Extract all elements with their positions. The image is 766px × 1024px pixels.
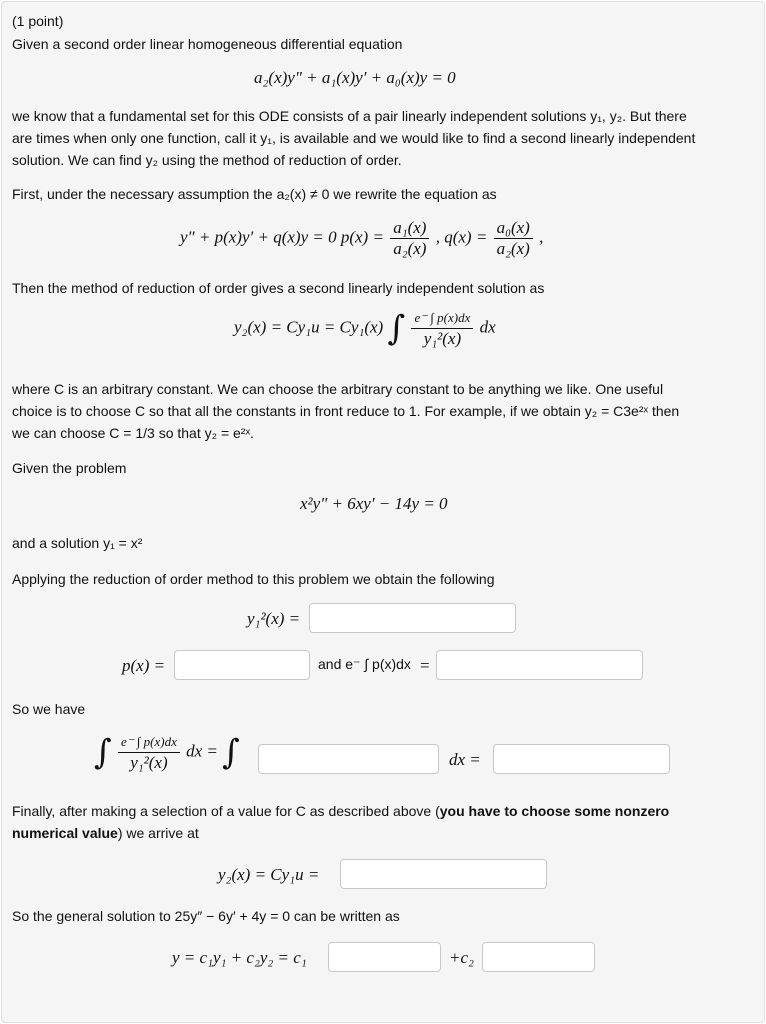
reduction-denominator: y₁²(x) xyxy=(423,329,462,348)
integral-sign-icon: ∫ xyxy=(222,732,240,773)
paragraph-1-line-3: solution. We can find y₂ using the method of reduction of order. xyxy=(12,152,402,168)
exp-input[interactable] xyxy=(436,650,643,680)
p-numerator: a₁(x) xyxy=(390,218,429,239)
c2-label: +c₂ xyxy=(449,948,474,967)
integral-sign-icon: ∫ xyxy=(94,732,112,773)
finally-post: ) we arrive at xyxy=(117,825,199,841)
p-label: p(x) = xyxy=(122,656,166,675)
c2-input[interactable] xyxy=(482,942,595,972)
integral-expression xyxy=(94,732,240,773)
integral-result-input[interactable] xyxy=(493,744,670,774)
q-fraction xyxy=(494,218,533,259)
integrand-fraction xyxy=(118,732,180,773)
reduction-fraction xyxy=(411,308,473,349)
q-label: , q(x) = xyxy=(435,227,492,247)
paragraph-1-line-1: we know that a fundamental set for this ODE consists of a pair linearly independent solutions y₁, y₂. But there xyxy=(12,108,687,124)
paragraph-3: Then the method of reduction of order gives a second linearly independent solution as xyxy=(12,280,545,296)
finally-line-2 xyxy=(12,823,199,843)
c1-input[interactable] xyxy=(328,942,441,972)
general-solution-text: So the general solution to 25y″ − 6y′ + 4y = 0 can be written as xyxy=(12,908,400,924)
standard-form-left: y″ + p(x)y′ + q(x)y = 0 p(x) = xyxy=(180,227,389,247)
reduction-dx: dx xyxy=(479,317,496,337)
integrand-numerator: e⁻ ∫ p(x)dx xyxy=(118,732,180,753)
finally-line-1 xyxy=(12,801,669,821)
exp-equals: = xyxy=(420,656,430,675)
y1-squared-label: y₁²(x) = xyxy=(247,609,301,628)
exp-label: and e⁻ ∫ p(x)dx xyxy=(318,656,411,672)
p-denominator: a₂(x) xyxy=(393,239,427,258)
paragraph-4-line-2: choice is to choose C so that all the constants in front reduce to 1. For example, if we obtain y₂ = C3e²ˣ then xyxy=(12,403,680,419)
y2-input[interactable] xyxy=(340,859,547,889)
p-fraction xyxy=(390,218,429,259)
main-equation: a₂(x)y″ + a₁(x)y′ + a₀(x)y = 0 xyxy=(254,68,456,87)
paragraph-2: First, under the necessary assumption the a₂(x) ≠ 0 we rewrite the equation as xyxy=(12,186,497,202)
integrand-dx-equals: dx = xyxy=(186,741,218,761)
paragraph-4-line-1: where C is an arbitrary constant. We can choose the arbitrary constant to be anything we like. One useful xyxy=(12,381,664,397)
integrand-input[interactable] xyxy=(258,744,439,774)
so-we-have-label: So we have xyxy=(12,701,86,717)
problem-panel xyxy=(1,1,765,1023)
p-input[interactable] xyxy=(174,650,310,680)
finally-bold-1: you have to choose some nonzero xyxy=(439,803,670,819)
reduction-formula xyxy=(234,308,496,349)
points-label: (1 point) xyxy=(12,13,64,29)
solution-statement: and a solution y₁ = x² xyxy=(12,535,143,551)
reduction-numerator: e⁻ ∫ p(x)dx xyxy=(411,308,473,329)
intro-text: Given a second order linear homogeneous differential equation xyxy=(12,36,403,52)
problem-equation: x²y″ + 6xy′ − 14y = 0 xyxy=(300,494,448,513)
y1-squared-input[interactable] xyxy=(309,603,516,633)
q-denominator: a₂(x) xyxy=(496,239,530,258)
y2-label: y₂(x) = Cy₁u = xyxy=(218,865,320,884)
integrand-denominator: y₁²(x) xyxy=(130,753,168,772)
q-numerator: a₀(x) xyxy=(494,218,533,239)
general-solution-label: y = c₁y₁ + c₂y₂ = c₁ xyxy=(172,948,307,967)
standard-form-equation xyxy=(180,218,543,259)
given-problem-label: Given the problem xyxy=(12,460,127,476)
paragraph-1-line-2: are times when only one function, call it y₁, is available and we would like to find a second linearly independent xyxy=(12,130,696,146)
dx-equals-label: dx = xyxy=(449,750,481,769)
finally-pre: Finally, after making a selection of a value for C as described above ( xyxy=(12,803,440,819)
integral-sign-icon: ∫ xyxy=(387,308,406,349)
finally-bold-2: numerical value xyxy=(12,825,118,841)
q-tail: , xyxy=(539,227,544,247)
paragraph-4-line-3: we can choose C = 1/3 so that y₂ = e²ˣ. xyxy=(12,425,254,441)
applying-text: Applying the reduction of order method to this problem we obtain the following xyxy=(12,571,495,587)
reduction-left: y₂(x) = Cy₁u = Cy₁(x) xyxy=(234,317,384,337)
